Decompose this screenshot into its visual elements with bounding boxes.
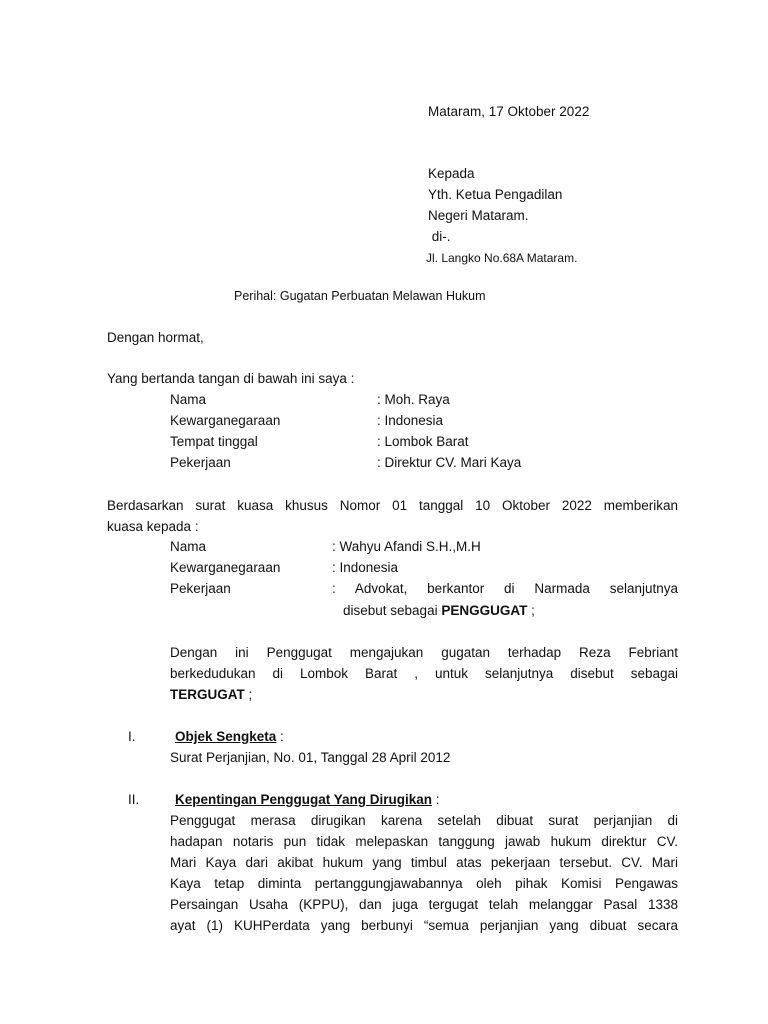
signer-nationality-label: Kewarganegaraan <box>170 413 281 428</box>
signer-intro: Yang bertanda tangan di bawah ini saya : <box>107 371 355 386</box>
section-2-line: Kaya tetap diminta pertanggungjawabannya oleh pihak Komisi Pengawas <box>170 876 678 891</box>
recipient-line-2: Negeri Mataram. <box>428 208 529 223</box>
section-2-heading <box>175 791 440 809</box>
attorney-occupation-label: Pekerjaan <box>170 581 231 596</box>
section-2-line: ayat (1) KUHPerdata yang berbunyi “semua perjanjian yang dibuat secara <box>170 918 678 933</box>
section-2-colon: : <box>432 792 440 807</box>
section-1-heading <box>175 728 284 746</box>
section-1-number: I. <box>128 729 136 744</box>
power-of-attorney-paragraph <box>107 495 678 537</box>
section-2-line: hadapan notaris pun tidak melepaskan tanggung jawab hukum direktur CV. <box>170 834 678 849</box>
section-2-line: Mari Kaya dari akibat hukum yang timbul atas pekerjaan tersebut. CV. Mari <box>170 855 678 870</box>
signer-nationality-value: : Indonesia <box>377 413 444 428</box>
section-2-line: Persaingan Usaha (KPPU), dan juga tergugat telah melanggar Pasal 1338 <box>170 897 678 912</box>
defendant-suffix: ; <box>244 687 253 702</box>
section-2-title: Kepentingan Penggugat Yang Dirugikan <box>175 792 433 807</box>
attorney-name-value: : Wahyu Afandi S.H.,M.H <box>332 539 481 554</box>
signer-occupation-value: : Direktur CV. Mari Kaya <box>377 455 522 470</box>
recipient-label: Kepada <box>428 166 475 181</box>
signer-occupation-label: Pekerjaan <box>170 455 231 470</box>
attorney-nationality-value: : Indonesia <box>332 560 399 575</box>
section-2-number: II. <box>128 792 140 807</box>
section-2-body <box>170 810 678 936</box>
signer-residence-label: Tempat tinggal <box>170 434 258 449</box>
signer-name-label: Nama <box>170 392 207 407</box>
attorney-nationality-label: Kewarganegaraan <box>170 560 281 575</box>
claim-statement <box>170 642 678 705</box>
section-2-line: Penggugat merasa dirugikan karena setelah dibuat surat perjanjian di <box>170 813 678 828</box>
attorney-name-label: Nama <box>170 539 207 554</box>
plaintiff-designation <box>343 602 535 620</box>
defendant-term: TERGUGAT <box>170 687 245 702</box>
recipient-line-3: di-. <box>428 229 451 244</box>
section-1-title: Objek Sengketa <box>175 729 277 744</box>
plaintiff-prefix: disebut sebagai <box>343 603 442 618</box>
plaintiff-suffix: ; <box>527 603 535 618</box>
power-line-2: kuasa kepada : <box>107 519 199 534</box>
subject-line: Perihal: Gugatan Perbuatan Melawan Hukum <box>234 289 486 303</box>
attorney-occupation-text: : Advokat, berkantor di Narmada selanjutnya <box>332 581 678 596</box>
greeting: Dengan hormat, <box>107 330 204 345</box>
plaintiff-term: PENGGUGAT <box>441 603 528 618</box>
recipient-address: Jl. Langko No.68A Mataram. <box>426 251 578 265</box>
attorney-occupation-value <box>332 580 678 598</box>
place-date: Mataram, 17 Oktober 2022 <box>428 104 590 119</box>
recipient-line-1: Yth. Ketua Pengadilan <box>428 187 563 202</box>
signer-residence-value: : Lombok Barat <box>377 434 469 449</box>
claim-line-2: berkedudukan di Lombok Barat , untuk selanjutnya disebut sebagai <box>170 666 678 681</box>
claim-line-1: Dengan ini Penggugat mengajukan gugatan terhadap Reza Febriant <box>170 645 678 660</box>
power-line-1: Berdasarkan surat kuasa khusus Nomor 01 tanggal 10 Oktober 2022 memberikan <box>107 498 678 513</box>
signer-name-value: : Moh. Raya <box>377 392 450 407</box>
section-1-body: Surat Perjanjian, No. 01, Tanggal 28 April 2012 <box>170 750 451 765</box>
section-1-colon: : <box>276 729 284 744</box>
